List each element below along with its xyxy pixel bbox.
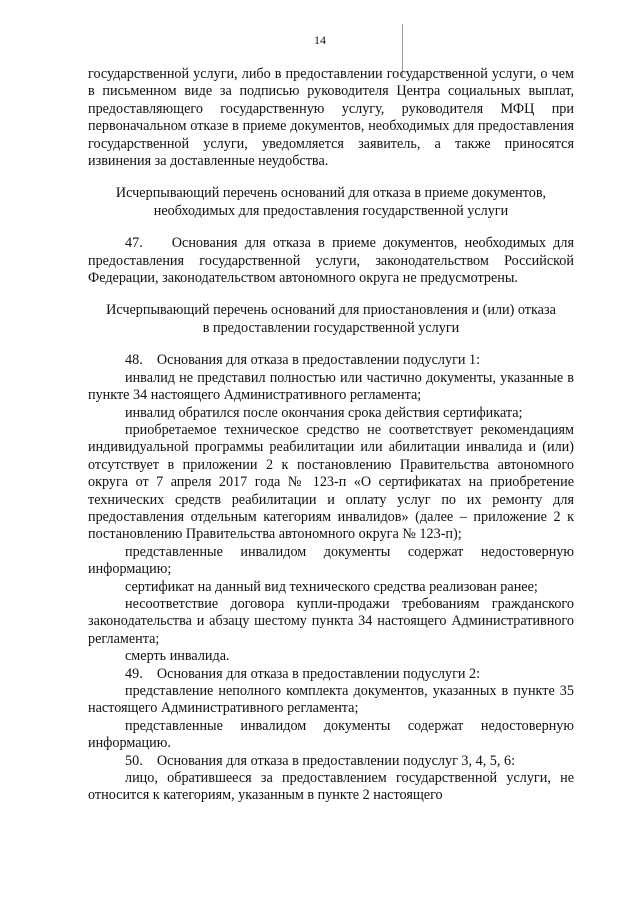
paragraph-50: 50. Основания для отказа в предоставлении подуслуг 3, 4, 5, 6:	[125, 752, 516, 769]
list-item: сертификат на данный вид технического средства реализован ранее;	[125, 578, 538, 595]
page-number: 14	[314, 33, 326, 47]
list-item: несоответствие договора купли-продажи требованиям гражданского законодательства и абзацу шестому пункта 34 настоящего Административного регламента;	[88, 595, 574, 647]
list-item: инвалид не представил полностью или частично документы, указанные в пункте 34 настоящего Административного регламента;	[88, 369, 574, 404]
paragraph-49: 49. Основания для отказа в предоставлении подуслуги 2:	[125, 665, 481, 682]
heading-line: Исчерпывающий перечень оснований для приостановления и (или) отказа	[106, 302, 556, 319]
list-item: представленные инвалидом документы содержат недостоверную информацию;	[88, 543, 574, 578]
heading-line: Исчерпывающий перечень оснований для отказа в приеме документов,	[115, 185, 547, 202]
list-item: представление неполного комплекта документов, указанных в пункте 35 настоящего Административного регламента;	[88, 683, 574, 717]
heading-line: в предоставлении государственной услуги	[202, 319, 460, 336]
heading-line: необходимых для предоставления государственной услуги	[153, 202, 509, 219]
list-item: представленные инвалидом документы содержат недостоверную информацию.	[88, 717, 574, 752]
list-item: лицо, обратившееся за предоставлением государственной услуги, не относится к категориям, указанным в пункте 2 настоящего	[88, 770, 574, 804]
section-heading-suspension-refusal	[88, 302, 574, 337]
document-body	[88, 66, 574, 805]
paragraph-47: 47. Основания для отказа в приеме документов, необходимых для предоставления государственной услуги, законодательством Российской Федерации, законодательством автономного округа не предусмотрены.	[88, 235, 574, 287]
section-heading-refusal-acceptance	[88, 185, 574, 220]
list-item: смерть инвалида.	[125, 648, 230, 665]
list-item: инвалид обратился после окончания срока действия сертификата;	[125, 404, 523, 421]
paragraph-intro: государственной услуги, либо в предоставлении государственной услуги, о чем в письменном виде за подписью руководителя Центра социальных выплат, предоставляющего государственную услугу, руководителя МФЦ при первоначальном отказе в приеме документов, необходимых для предоставления государственной услуги, уведомляется заявитель, а также приносятся извинения за доставленные неудобства.	[88, 66, 574, 170]
paragraph-48: 48. Основания для отказа в предоставлении подуслуги 1:	[125, 352, 481, 369]
list-item: приобретаемое техническое средство не соответствует рекомендациям индивидуальной программы реабилитации или абилитации инвалида и (или) отсутствует в приложении 2 к постановлению Правительства автономного округа от 7 апреля 2017 года № 123-п «О сертификатах на приобретение технических средств реабилитации и оплату услуг по их ремонту для предоставления отдельным категориям инвалидов» (далее – приложение 2 к постановлению Правительства автономного округа № 123-п);	[88, 421, 574, 543]
